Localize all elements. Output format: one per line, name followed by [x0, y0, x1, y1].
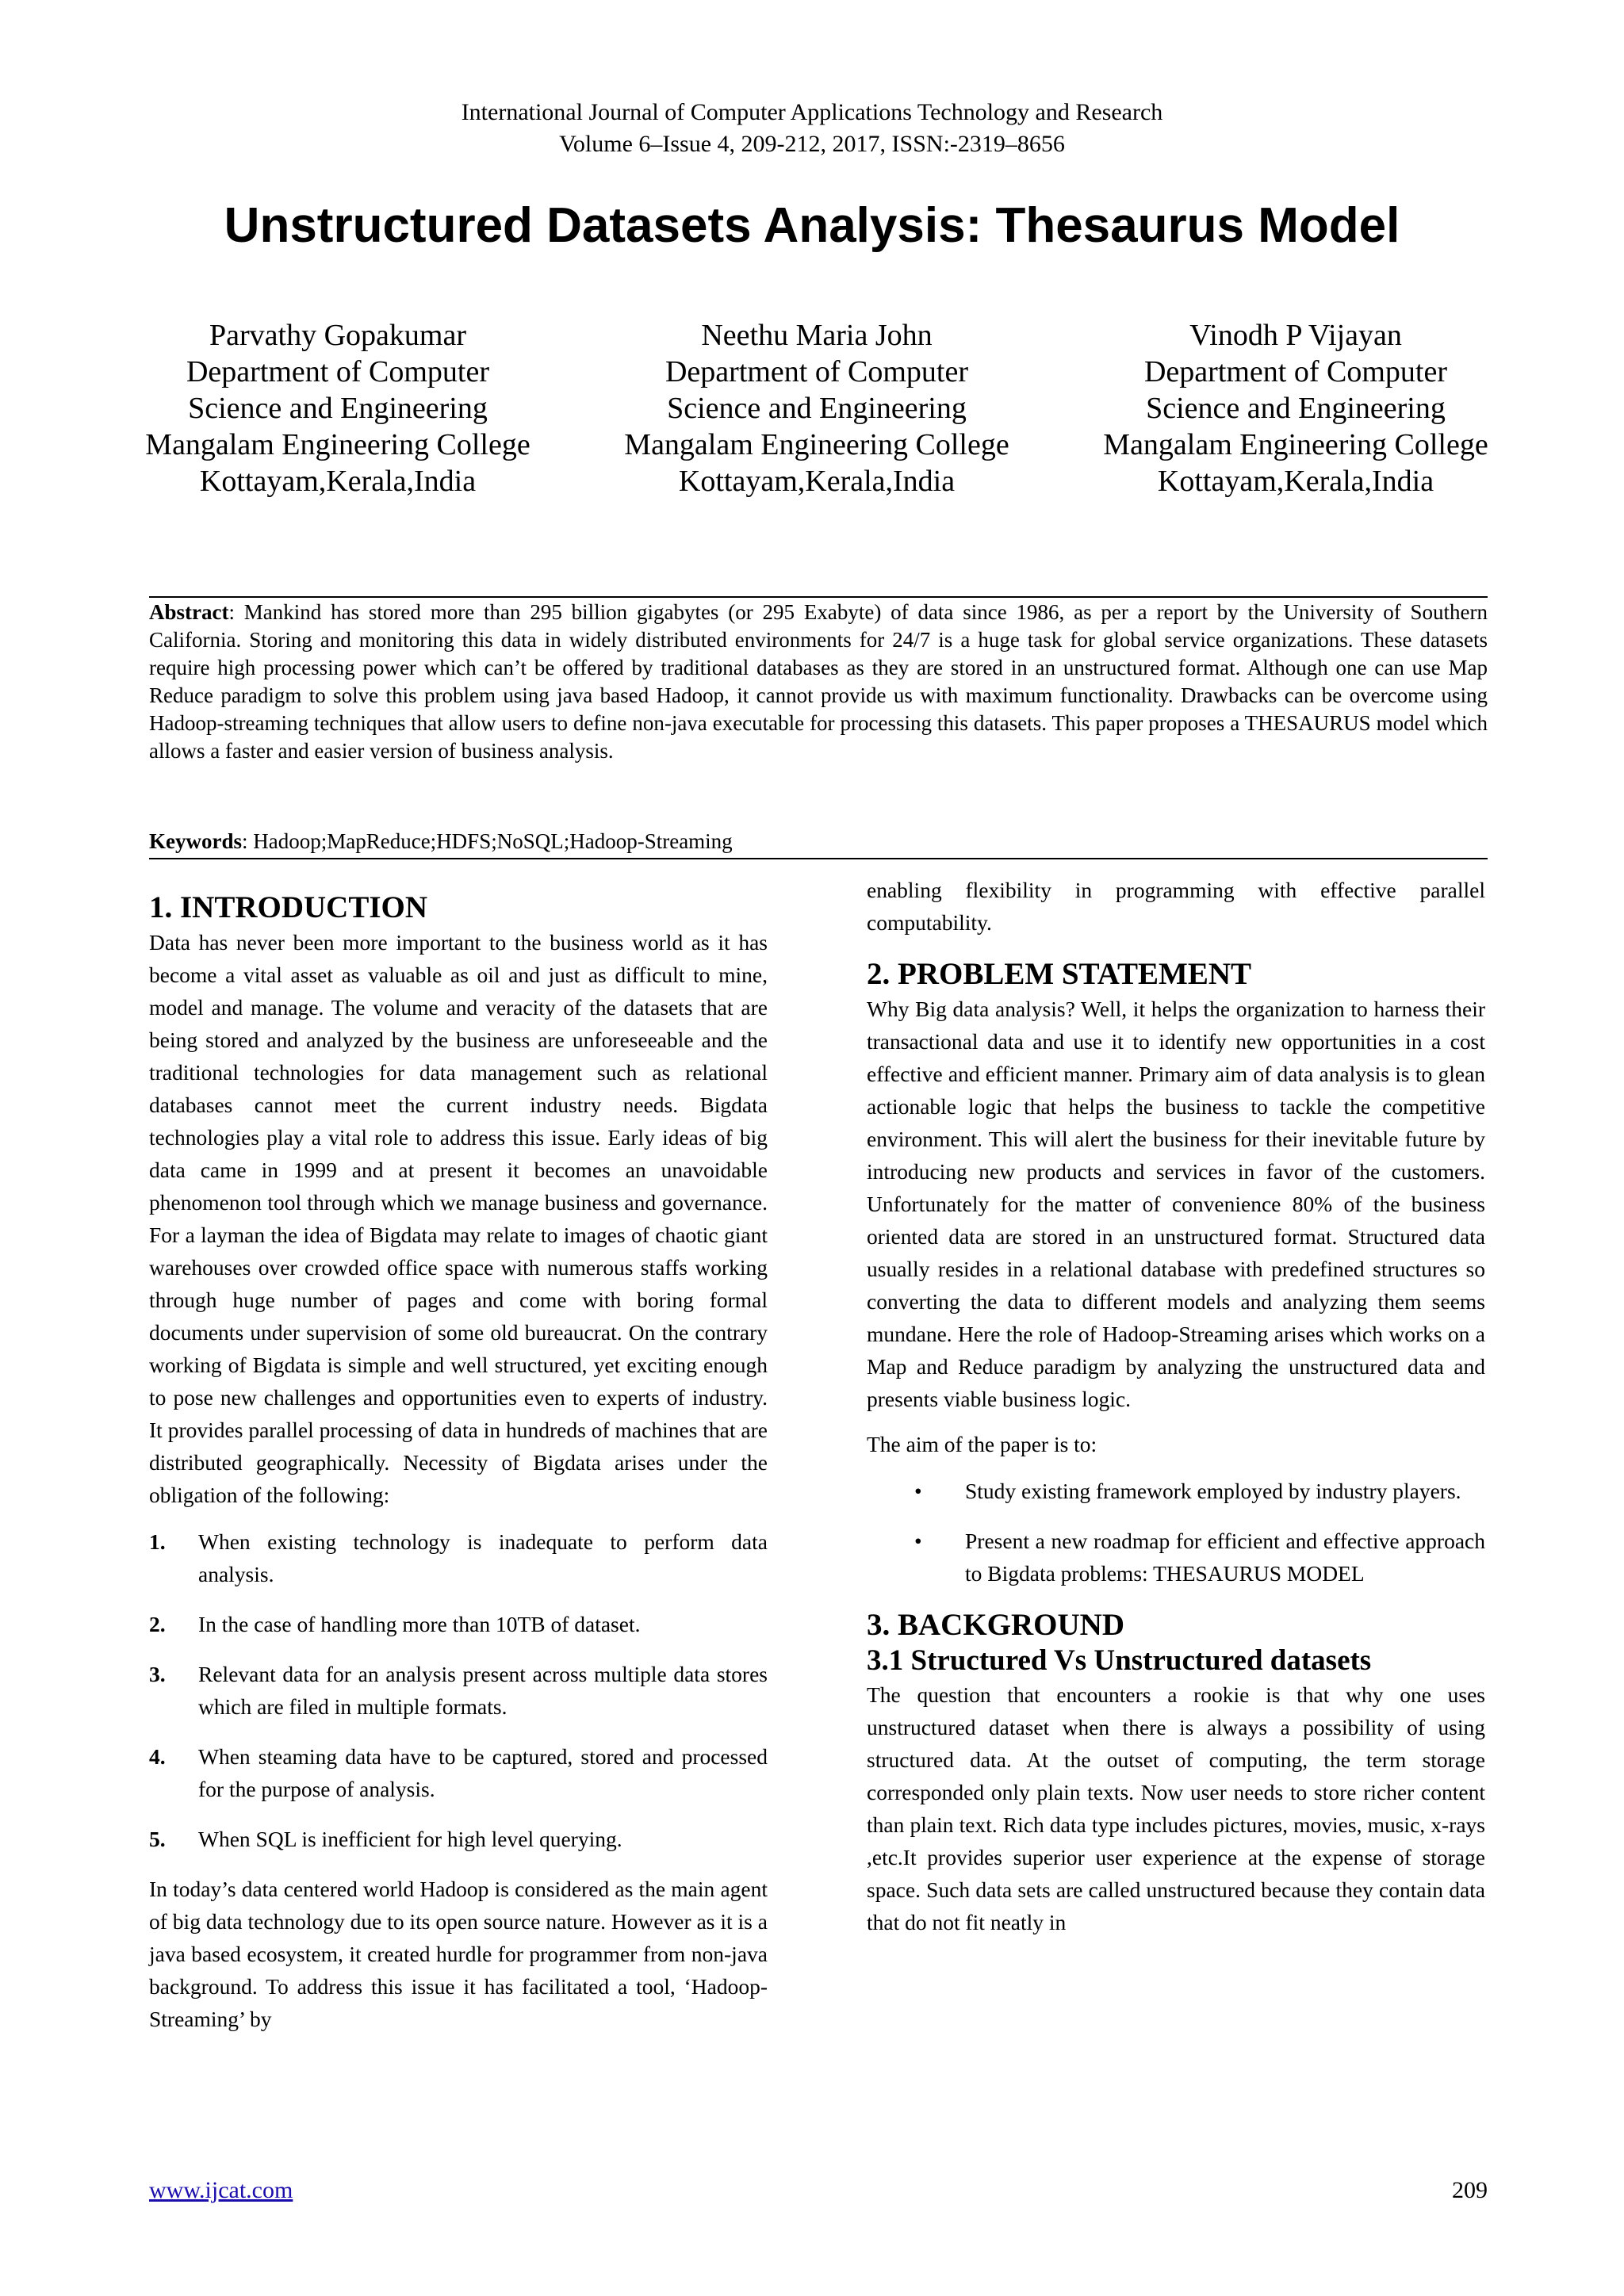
author-department: Science and Engineering: [188, 392, 488, 425]
author-department: Department of Computer: [665, 355, 968, 388]
right-column: [867, 874, 1485, 1938]
list-number: 1.: [149, 1529, 166, 1554]
author-college: Mangalam Engineering College: [1103, 428, 1488, 461]
bullet-list: [867, 1475, 1485, 1590]
journal-website-link[interactable]: www.ijcat.com: [149, 2177, 293, 2203]
author-location: Kottayam,Kerala,India: [1157, 465, 1434, 498]
list-text: When existing technology is inadequate to perform data analysis.: [198, 1529, 768, 1586]
list-text: When steaming data have to be captured, stored and processed for the purpose of analysis.: [198, 1744, 768, 1801]
paragraph: The question that encounters a rookie is that why one uses unstructured dataset when there is always a possibility of using structured data. At the outset of computing, the term storage corresponded only plain texts. Now user needs to store richer content than plain text. Rich data type includes pictures, movies, music, x-rays ,etc.It provides superior user experience at the expense of storage space. Such data sets are called unstructured because they contain data that do not fit neatly in: [867, 1682, 1485, 1934]
section-heading-problem-statement: 2. PROBLEM STATEMENT: [867, 957, 1252, 991]
author-college: Mangalam Engineering College: [145, 428, 530, 461]
bullet-icon: •: [914, 1529, 922, 1553]
left-column: [149, 890, 768, 2035]
list-item: [149, 1525, 768, 1590]
author-name: Neethu Maria John: [701, 319, 933, 352]
list-number: 4.: [149, 1744, 166, 1769]
abstract-label: Abstract: [149, 600, 229, 624]
list-text: Present a new roadmap for efficient and effective approach to Bigdata problems: THESAURUS MODEL: [965, 1529, 1485, 1586]
author-department: Department of Computer: [186, 355, 489, 388]
page-number: 209: [1452, 2177, 1488, 2203]
list-number: 3.: [149, 1662, 166, 1686]
author-department: Science and Engineering: [1146, 392, 1446, 425]
list-item: [149, 1608, 768, 1640]
author-block: [1058, 317, 1534, 499]
list-item: [149, 1740, 768, 1805]
list-number: 2.: [149, 1612, 166, 1636]
list-item: [914, 1525, 1485, 1590]
list-text: Study existing framework employed by industry players.: [965, 1479, 1461, 1503]
keywords-label: Keywords: [149, 829, 242, 853]
paragraph: enabling flexibility in programming with effective parallel computability.: [867, 878, 1485, 935]
divider: [149, 858, 1488, 859]
list-text: When SQL is inefficient for high level querying.: [198, 1827, 622, 1851]
paragraph: Data has never been more important to the business world as it has become a vital asset as valuable as oil and just as difficult to mine, model and manage. The volume and veracity of the datasets that are being stored and analyzed by the business are unforeseeable and the traditional technologies for data management such as relational databases cannot meet the current industry needs. Bigdata technologies play a vital role to address this issue. Early ideas of big data came in 1999 and at present it becomes an unavoidable phenomenon tool through which we manage business and governance. For a layman the idea of Bigdata may relate to images of chaotic giant warehouses over crowded office space with numerous staffs working through huge number of pages and come with boring formal documents under supervision of some old bureaucrat. On the contrary working of Bigdata is simple and well structured, yet exciting enough to pose new challenges and opportunities even to experts of industry. It provides parallel processing of data in hundreds of machines that are distributed geographically. Necessity of Bigdata arises under the obligation of the following:: [149, 930, 768, 1507]
abstract: [149, 599, 1488, 765]
author-name: Vinodh P Vijayan: [1189, 319, 1402, 352]
author-name: Parvathy Gopakumar: [209, 319, 466, 352]
list-item: [149, 1823, 768, 1855]
abstract-text: : Mankind has stored more than 295 billion gigabytes (or 295 Exabyte) of data since 1986, as per a report by the University of Southern California. Storing and monitoring this data in widely distributed environments for 24/7 is a huge task for global service organizations. These datasets require high processing power which can’t be offered by traditional databases as they are stored in an unstructured format. Although one can use Map Reduce paradigm to solve this problem using java based Hadoop, it cannot provide us with maximum functionality. Drawbacks can be overcome using Hadoop-streaming techniques that allow users to define non-java executable for processing this datasets. This paper proposes a THESAURUS model which allows a faster and easier version of business analysis.: [149, 600, 1488, 763]
author-department: Department of Computer: [1143, 355, 1447, 388]
list-number: 5.: [149, 1827, 166, 1851]
journal-volume: Volume 6–Issue 4, 209-212, 2017, ISSN:-2319–8656: [559, 131, 1065, 157]
author-location: Kottayam,Kerala,India: [678, 465, 956, 498]
numbered-list: [149, 1525, 768, 1855]
divider: [149, 596, 1488, 598]
keywords-text: : Hadoop;MapReduce;HDFS;NoSQL;Hadoop-Streaming: [242, 829, 733, 853]
section-heading-introduction: 1. INTRODUCTION: [149, 890, 428, 924]
list-item: [914, 1475, 1485, 1507]
author-block: [100, 317, 576, 499]
author-department: Science and Engineering: [667, 392, 967, 425]
list-text: Relevant data for an analysis present across multiple data stores which are filed in multiple formats.: [198, 1662, 768, 1719]
bullet-icon: •: [914, 1479, 922, 1503]
journal-name: International Journal of Computer Applications Technology and Research: [461, 99, 1163, 125]
list-item: [149, 1658, 768, 1723]
subsection-heading: 3.1 Structured Vs Unstructured datasets: [867, 1644, 1372, 1677]
author-block: [579, 317, 1055, 499]
author-location: Kottayam,Kerala,India: [199, 465, 477, 498]
paragraph: Why Big data analysis? Well, it helps the organization to harness their transactional data and use it to identify new opportunities in a cost effective and efficient manner. Primary aim of data analysis is to glean actionable logic that helps the business to tackle the competitive environment. This will alert the business for their inevitable future by introducing new products and services in favor of the customers. Unfortunately for the matter of convenience 80% of the business oriented data are stored in an unstructured format. Structured data usually resides in a relational database with predefined structures so converting the data to different models and analyzing them seems mundane. Here the role of Hadoop-Streaming arises which works on a Map and Reduce paradigm by analyzing the unstructured data and presents viable business logic.: [867, 997, 1485, 1411]
paragraph: The aim of the paper is to:: [867, 1432, 1097, 1456]
section-heading-background: 3. BACKGROUND: [867, 1608, 1125, 1642]
paper-title: Unstructured Datasets Analysis: Thesaurus Model: [224, 198, 1400, 253]
list-text: In the case of handling more than 10TB of dataset.: [198, 1612, 641, 1636]
keywords: [149, 828, 1488, 854]
paragraph: In today’s data centered world Hadoop is considered as the main agent of big data technology due to its open source nature. However as it is a java based ecosystem, it created hurdle for programmer from non-java background. To address this issue it has facilitated a tool, ‘Hadoop-Streaming’ by: [149, 1877, 768, 2031]
author-college: Mangalam Engineering College: [624, 428, 1009, 461]
